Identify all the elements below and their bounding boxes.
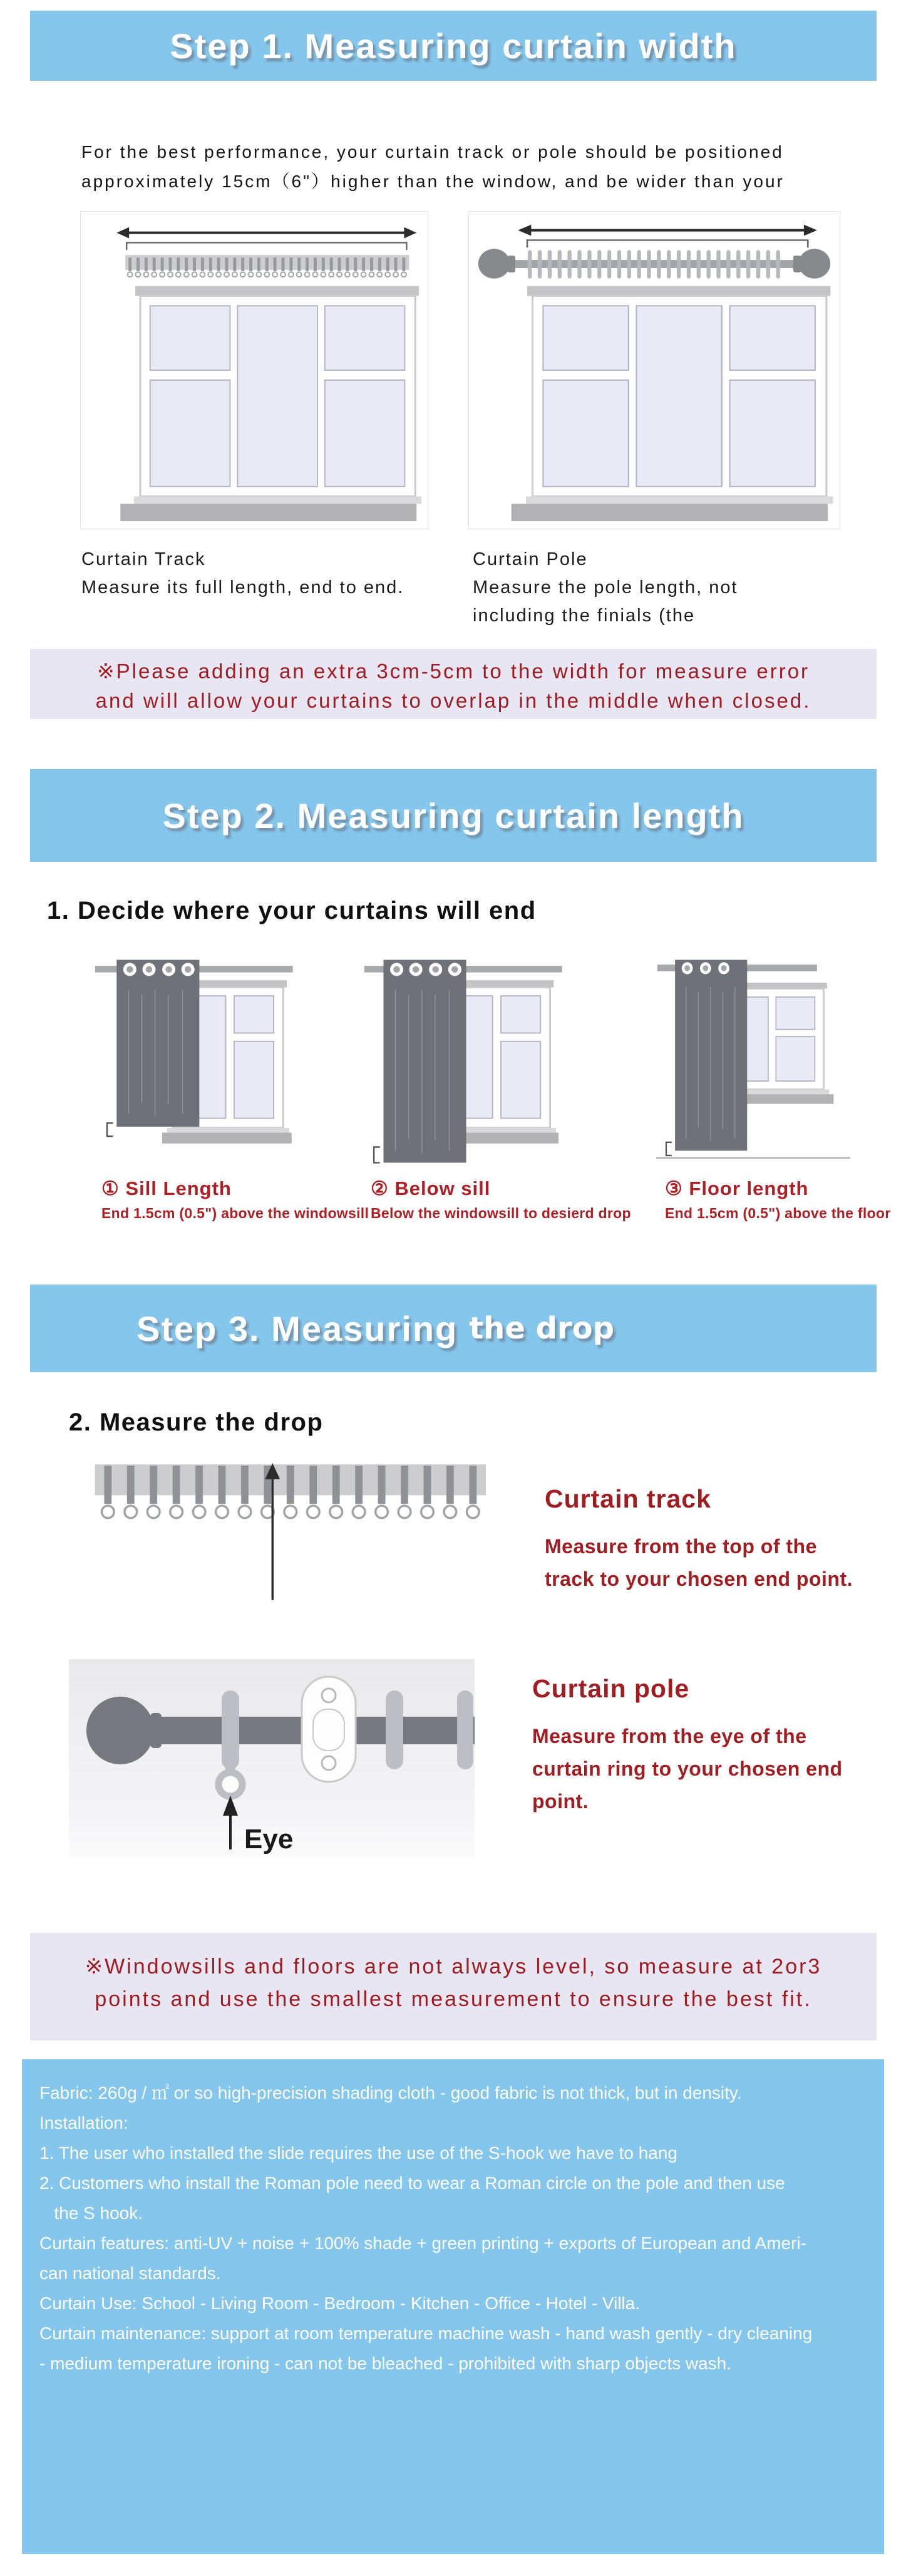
- step1-banner: [30, 11, 877, 81]
- step1-captions: [81, 546, 906, 630]
- option-desc: End 1.5cm (0.5") above the windowsill: [101, 1205, 369, 1221]
- track-measure-diagram: [80, 1459, 487, 1603]
- step2-banner: [30, 769, 877, 862]
- curtain-ring: [386, 1690, 403, 1769]
- detail-line: 1. The user who installed the slide requires the use of the S-hook we have to hang: [39, 2143, 678, 2163]
- level-note: [30, 1933, 877, 2041]
- window-pole-svg: [469, 212, 840, 529]
- curtain-track-bar: [125, 255, 409, 279]
- step1-intro-line2: approximately 15cm（6"）higher than the window, and be wider than your: [81, 172, 785, 191]
- measure-bracket-icon: [666, 1142, 672, 1156]
- track-measure-title: Curtain track: [545, 1484, 711, 1513]
- step1-intro-line1: For the best performance, your curtain track or pole should be positioned: [81, 142, 784, 162]
- pole-caption: [473, 546, 861, 630]
- wall-bracket: [302, 1677, 356, 1782]
- measure-pole-row: [61, 1642, 906, 1858]
- eye-ring-icon: [219, 1772, 242, 1796]
- step1-banner-title: Step 1. Measuring curtain width: [170, 26, 737, 66]
- track-hooks: [96, 1466, 485, 1523]
- track-caption-line: Measure its full length, end to end.: [81, 577, 404, 597]
- level-note-line2: points and use the smallest measurement to ensure the best fit.: [95, 1987, 812, 2011]
- track-measure-info: [545, 1484, 853, 1595]
- step3-banner-subtitle: the drop: [469, 1311, 614, 1346]
- detail-line: Curtain maintenance: support at room temperature machine wash - hand wash gently - dry cleaning: [39, 2324, 813, 2343]
- step2-options: [93, 953, 906, 1222]
- option-below-sill: [362, 953, 631, 1222]
- measure-track-row: [80, 1459, 906, 1603]
- step3-heading: 2. Measure the drop: [69, 1409, 324, 1436]
- detail-line: Installation:: [39, 2113, 128, 2133]
- curtain-panel: [116, 960, 199, 1127]
- page: [0, 11, 906, 2576]
- product-details-panel: [22, 2059, 884, 2554]
- width-note: [30, 649, 877, 719]
- finial-icon: [478, 249, 510, 278]
- step1-intro: [81, 137, 906, 196]
- step3-banner: [30, 1285, 877, 1372]
- sill-length-diagram: [93, 953, 302, 1169]
- option-label: ③ Floor length: [665, 1177, 809, 1199]
- finial-icon: [86, 1697, 154, 1764]
- detail-line: Curtain Use: School - Living Room - Bedroom - Kitchen - Office - Hotel - Villa.: [39, 2294, 641, 2313]
- detail-line: Fabric: 260g / ㎡ or so high-precision shading cloth - good fabric is not thick, but in density.: [39, 2083, 742, 2103]
- step2-heading: 1. Decide where your curtains will end: [47, 897, 537, 924]
- curtain-panel: [383, 960, 466, 1163]
- pole-caption-line: Measure the pole length, not: [473, 577, 738, 597]
- pole-measure-title: Curtain pole: [532, 1674, 690, 1703]
- window-diagram-pole: [468, 211, 840, 529]
- measure-bracket-icon: [107, 1123, 113, 1136]
- eye-label: Eye: [244, 1824, 294, 1854]
- pole-measure-text: Measure from the eye of the curtain ring to your chosen end point.: [532, 1725, 843, 1813]
- detail-line: the S hook.: [39, 2203, 143, 2223]
- screw-icon: [322, 1689, 336, 1702]
- step3-banner-title: Step 3. Measuring: [136, 1308, 458, 1348]
- floor-length-diagram: [656, 953, 850, 1169]
- curtain-ring: [457, 1690, 473, 1769]
- option-desc: End 1.5cm (0.5") above the floor: [665, 1205, 891, 1221]
- track-caption-title: Curtain Track: [81, 549, 206, 569]
- option-label: ① Sill Length: [101, 1177, 232, 1199]
- pole-caption-title: Curtain Pole: [473, 549, 588, 569]
- step1-diagrams: [80, 211, 906, 529]
- detail-line: Curtain features: anti-UV + noise + 100% shade + green printing + exports of European and Ameri-: [39, 2233, 806, 2253]
- measure-bracket-icon: [374, 1147, 380, 1163]
- track-caption: [81, 546, 473, 630]
- detail-line: 2. Customers who install the Roman pole need to wear a Roman circle on the pole and then use: [39, 2173, 785, 2193]
- pole-measure-info: [532, 1674, 843, 1818]
- level-note-line1: ※Windowsills and floors are not always level, so measure at 2or3: [85, 1955, 822, 1979]
- window: [120, 286, 421, 522]
- step2-banner-title: Step 2. Measuring curtain length: [162, 795, 744, 835]
- window: [512, 286, 833, 522]
- option-desc: Below the windowsill to desierd drop: [371, 1205, 631, 1221]
- grommets: [682, 962, 729, 974]
- finial-icon: [798, 249, 830, 278]
- option-floor-length: [656, 953, 891, 1222]
- pole-caption-line: including the finials (the: [473, 606, 696, 626]
- width-measure-arrow-icon: [518, 225, 817, 248]
- width-note-line1: ※Please adding an extra 3cm-5cm to the width for measure error: [96, 660, 810, 683]
- option-sill-length: [93, 953, 369, 1222]
- width-measure-arrow-icon: [116, 227, 416, 251]
- detail-line: - medium temperature ironing - can not be bleached - prohibited with sharp objects wash.: [39, 2354, 732, 2373]
- window-track-svg: [81, 212, 428, 529]
- curtain-pole-bar: [478, 249, 830, 278]
- pole-measure-diagram: [61, 1642, 475, 1858]
- curtain-panel: [675, 960, 747, 1151]
- below-sill-diagram: [362, 953, 572, 1169]
- track-measure-text: Measure from the top of the track to your chosen end point.: [545, 1535, 853, 1590]
- curtain-ring-with-eye: [219, 1690, 242, 1796]
- window-diagram-track: [80, 211, 428, 529]
- detail-line: can national standards.: [39, 2263, 221, 2283]
- option-label: ② Below sill: [371, 1177, 491, 1199]
- width-note-line2: and will allow your curtains to overlap in the middle when closed.: [95, 689, 811, 712]
- screw-icon: [322, 1756, 336, 1770]
